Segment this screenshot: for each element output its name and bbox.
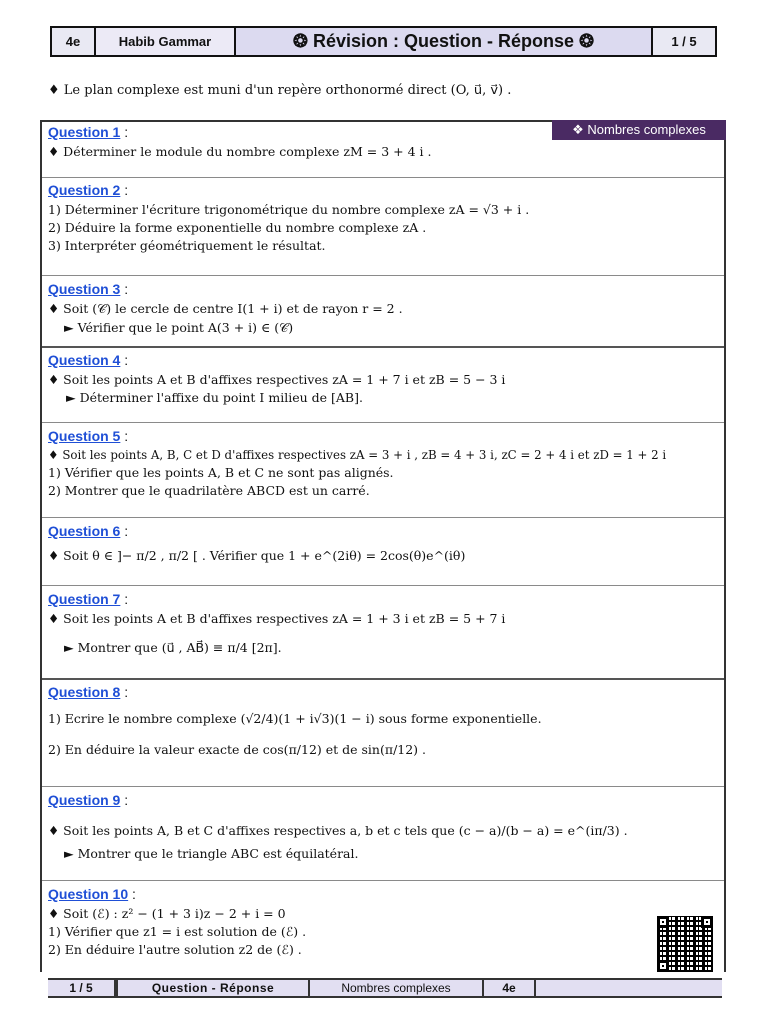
question-title: Question 8 — [48, 684, 121, 700]
question-title: Question 6 — [48, 523, 121, 539]
question-line: 1) Ecrire le nombre complexe (√2/4)(1 + i√3)(1 − i) sous forme exponentielle. — [48, 711, 542, 726]
questions-box — [40, 120, 726, 972]
question-line: 2) Déduire la forme exponentielle du nombre complexe zA . — [48, 220, 427, 235]
question-line: 2) En déduire la valeur exacte de cos(π/12) et de sin(π/12) . — [48, 742, 427, 757]
page-footer — [48, 978, 722, 998]
footer-level: 4e — [484, 980, 536, 996]
question-line: 2) En déduire l'autre solution z2 de (ℰ) . — [48, 942, 302, 957]
question-title: Question 7 — [48, 591, 121, 607]
footer-title: Question - Réponse — [116, 980, 310, 996]
header-author: Habib Gammar — [96, 28, 236, 55]
intro-text: ♦ Le plan complexe est muni d'un repère orthonormé direct (O, u⃗, v⃗) . — [48, 83, 512, 98]
question-line: ♦ Soit θ ∈ ]− π/2 , π/2 [ . Vérifier que 1 + e^(2iθ) = 2cos(θ)e^(iθ) — [48, 548, 466, 563]
header-page-number: 1 / 5 — [671, 34, 697, 49]
question-title: Question 5 — [48, 428, 121, 444]
question-line: ♦ Soit (ℰ) : z² − (1 + 3 i)z − 2 + i = 0 — [48, 906, 286, 921]
question-5: Question 5 : ♦ Soit les points A, B, C et D d'affixes respectives zA = 3 + i , zB = 4 + 3 i, zC = 2 + 4 i et zD = 1 + 2 i 1) Vérifier que les points A, B et C ne sont pas alignés. 2) Montrer que le quadrilatère ABCD est un carré. — [48, 428, 720, 498]
question-10: Question 10 : ♦ Soit (ℰ) : z² − (1 + 3 i)z − 2 + i = 0 1) Vérifier que z1 = i est solution de (ℰ) . 2) En déduire l'autre solution z2 de (ℰ) . — [48, 886, 720, 957]
separator — [42, 177, 724, 178]
question-4: Question 4 : ♦ Soit les points A et B d'affixes respectives zA = 1 + 7 i et zB = 5 − 3 i ► Déterminer l'affixe du point I milieu de [AB]. — [48, 352, 720, 405]
footer-theme: Nombres complexes — [310, 980, 484, 996]
question-line: 2) Montrer que le quadrilatère ABCD est un carré. — [48, 483, 370, 498]
question-line: ► Montrer que (u⃗ , AB⃗) ≡ π/4 [2π]. — [64, 640, 282, 655]
question-title: Question 4 — [48, 352, 121, 368]
question-line: 1) Vérifier que les points A, B et C ne sont pas alignés. — [48, 465, 394, 480]
question-line: 3) Interpréter géométriquement le résultat. — [48, 238, 326, 253]
question-line: ♦ Soit les points A, B et C d'affixes respectives a, b et c tels que (c − a)/(b − a) = e^(iπ/3) . — [48, 823, 628, 838]
question-8: Question 8 : 1) Ecrire le nombre complexe (√2/4)(1 + i√3)(1 − i) sous forme exponentielle. 2) En déduire la valeur exacte de cos(π/12) et de sin(π/12) . — [48, 684, 720, 757]
question-line: ► Vérifier que le point A(3 + i) ∈ (𝒞) — [64, 320, 294, 335]
header-level: 4e — [52, 28, 96, 55]
separator — [42, 585, 724, 586]
separator — [42, 880, 724, 881]
header-title: ❂ Révision : Question - Réponse ❂ — [236, 28, 653, 55]
question-title: Question 2 — [48, 182, 121, 198]
page-header — [50, 26, 717, 57]
separator — [42, 678, 724, 680]
question-line: ♦ Soit (𝒞) le cercle de centre I(1 + i) et de rayon r = 2 . — [48, 301, 403, 316]
question-line: ♦ Soit les points A et B d'affixes respectives zA = 1 + 3 i et zB = 5 + 7 i — [48, 611, 506, 626]
question-9: Question 9 : ♦ Soit les points A, B et C d'affixes respectives a, b et c tels que (c − a)/(b − a) = e^(iπ/3) . ► Montrer que le triangle ABC est équilatéral. — [48, 792, 720, 861]
separator — [42, 786, 724, 787]
question-line: 1) Déterminer l'écriture trigonométrique du nombre complexe zA = √3 + i . — [48, 202, 530, 217]
separator — [42, 346, 724, 348]
question-line: ♦ Soit les points A, B, C et D d'affixes respectives zA = 3 + i , zB = 4 + 3 i, zC = 2 + 4 i et zD = 1 + 2 i — [48, 448, 667, 462]
footer-page-number: 1 / 5 — [48, 980, 116, 996]
question-1: Question 1 : ♦ Déterminer le module du nombre complexe zM = 3 + 4 i . — [48, 124, 720, 159]
question-title: Question 3 — [48, 281, 121, 297]
question-7: Question 7 : ♦ Soit les points A et B d'affixes respectives zA = 1 + 3 i et zB = 5 + 7 i ► Montrer que (u⃗ , AB⃗) ≡ π/4 [2π]. — [48, 591, 720, 655]
question-3: Question 3 : ♦ Soit (𝒞) le cercle de centre I(1 + i) et de rayon r = 2 . ► Vérifier que le point A(3 + i) ∈ (𝒞) — [48, 281, 720, 336]
question-line: ♦ Déterminer le module du nombre complexe zM = 3 + 4 i . — [48, 144, 432, 159]
qr-code-icon — [657, 916, 713, 972]
topic-tag: ❖ Nombres complexes — [552, 120, 726, 140]
question-line: ♦ Soit les points A et B d'affixes respectives zA = 1 + 7 i et zB = 5 − 3 i — [48, 372, 506, 387]
separator — [42, 517, 724, 518]
separator — [42, 422, 724, 423]
question-line: 1) Vérifier que z1 = i est solution de (ℰ) . — [48, 924, 307, 939]
question-6: Question 6 : ♦ Soit θ ∈ ]− π/2 , π/2 [ . Vérifier que 1 + e^(2iθ) = 2cos(θ)e^(iθ) — [48, 523, 720, 563]
question-line: ► Montrer que le triangle ABC est équilatéral. — [64, 846, 359, 861]
question-line: ► Déterminer l'affixe du point I milieu de [AB]. — [66, 390, 363, 405]
question-2: Question 2 : 1) Déterminer l'écriture trigonométrique du nombre complexe zA = √3 + i . 2) Déduire la forme exponentielle du nombre complexe zA . 3) Interpréter géométriquement le résultat. — [48, 182, 720, 253]
question-title: Question 9 — [48, 792, 121, 808]
question-title: Question 10 — [48, 886, 129, 902]
question-title: Question 1 — [48, 124, 121, 140]
separator — [42, 275, 724, 276]
